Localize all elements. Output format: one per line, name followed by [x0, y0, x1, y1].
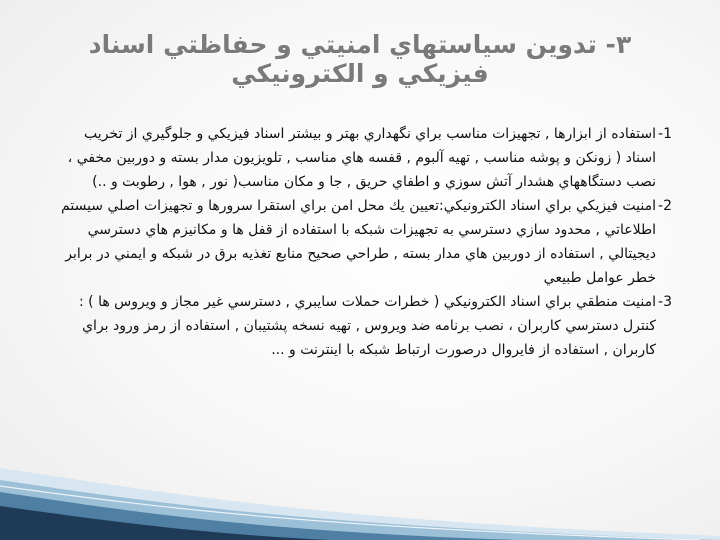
slide-content: [60, 122, 672, 362]
slide-title: ٣- تدوين سياستهاي امنيتي و حفاظتي اسناد فيزيكي و الكترونيكي: [88, 30, 632, 88]
decorative-swoosh: [0, 440, 720, 540]
item-number: 2-: [658, 198, 672, 214]
list-item: [60, 290, 672, 362]
list-item: [60, 194, 672, 290]
item-text: امنيت منطقي براي اسناد الكترونيكي ( خطرات حملات سايبري , دسترسي غير مجاز و ويروس ها ) : كنترل دسترسي كاربران ، نصب برنامه ضد ويروس , تهيه نسخه پشتيبان , استفاده از رمز ورود براي كاربران , استفاده از فايروال درصورت ارتباط شبكه با اينترنت و ...: [78, 294, 657, 358]
item-number: 3-: [658, 294, 672, 310]
item-text: استفاده از ابزارها , تجهيزات مناسب براي نگهداري بهتر و بيشتر اسناد فيزيكي و جلوگيري از تخريب اسناد ( زونكن و پوشه مناسب , تهيه آلبوم , قفسه هاي مناسب , تلويزيون مدار بسته و دوربين مخفي ، نصب دستگاههاي هشدار آتش سوزي و اطفاي حريق , جا و مكان مناسب( نور , هوا , رطوبت و ..): [67, 126, 657, 190]
list-item: [60, 122, 672, 194]
item-number: 1-: [658, 126, 672, 142]
item-text: امنيت فيزيكي براي اسناد الكترونيكي:تعيين يك محل امن براي استقرا سرورها و تجهيزات اصلي سيستم اطلاعاتي , محدود سازي دسترسي به تجهيزات شبكه با استفاده از قفل ها و مكانيزم هاي دسترسي ديجيتالي , استفاده از دوربين هاي مدار بسته , طراحي صحيح منابع تغذيه برق در شبكه و ايمني در برابر خطر عوامل طبيعي: [61, 198, 657, 286]
